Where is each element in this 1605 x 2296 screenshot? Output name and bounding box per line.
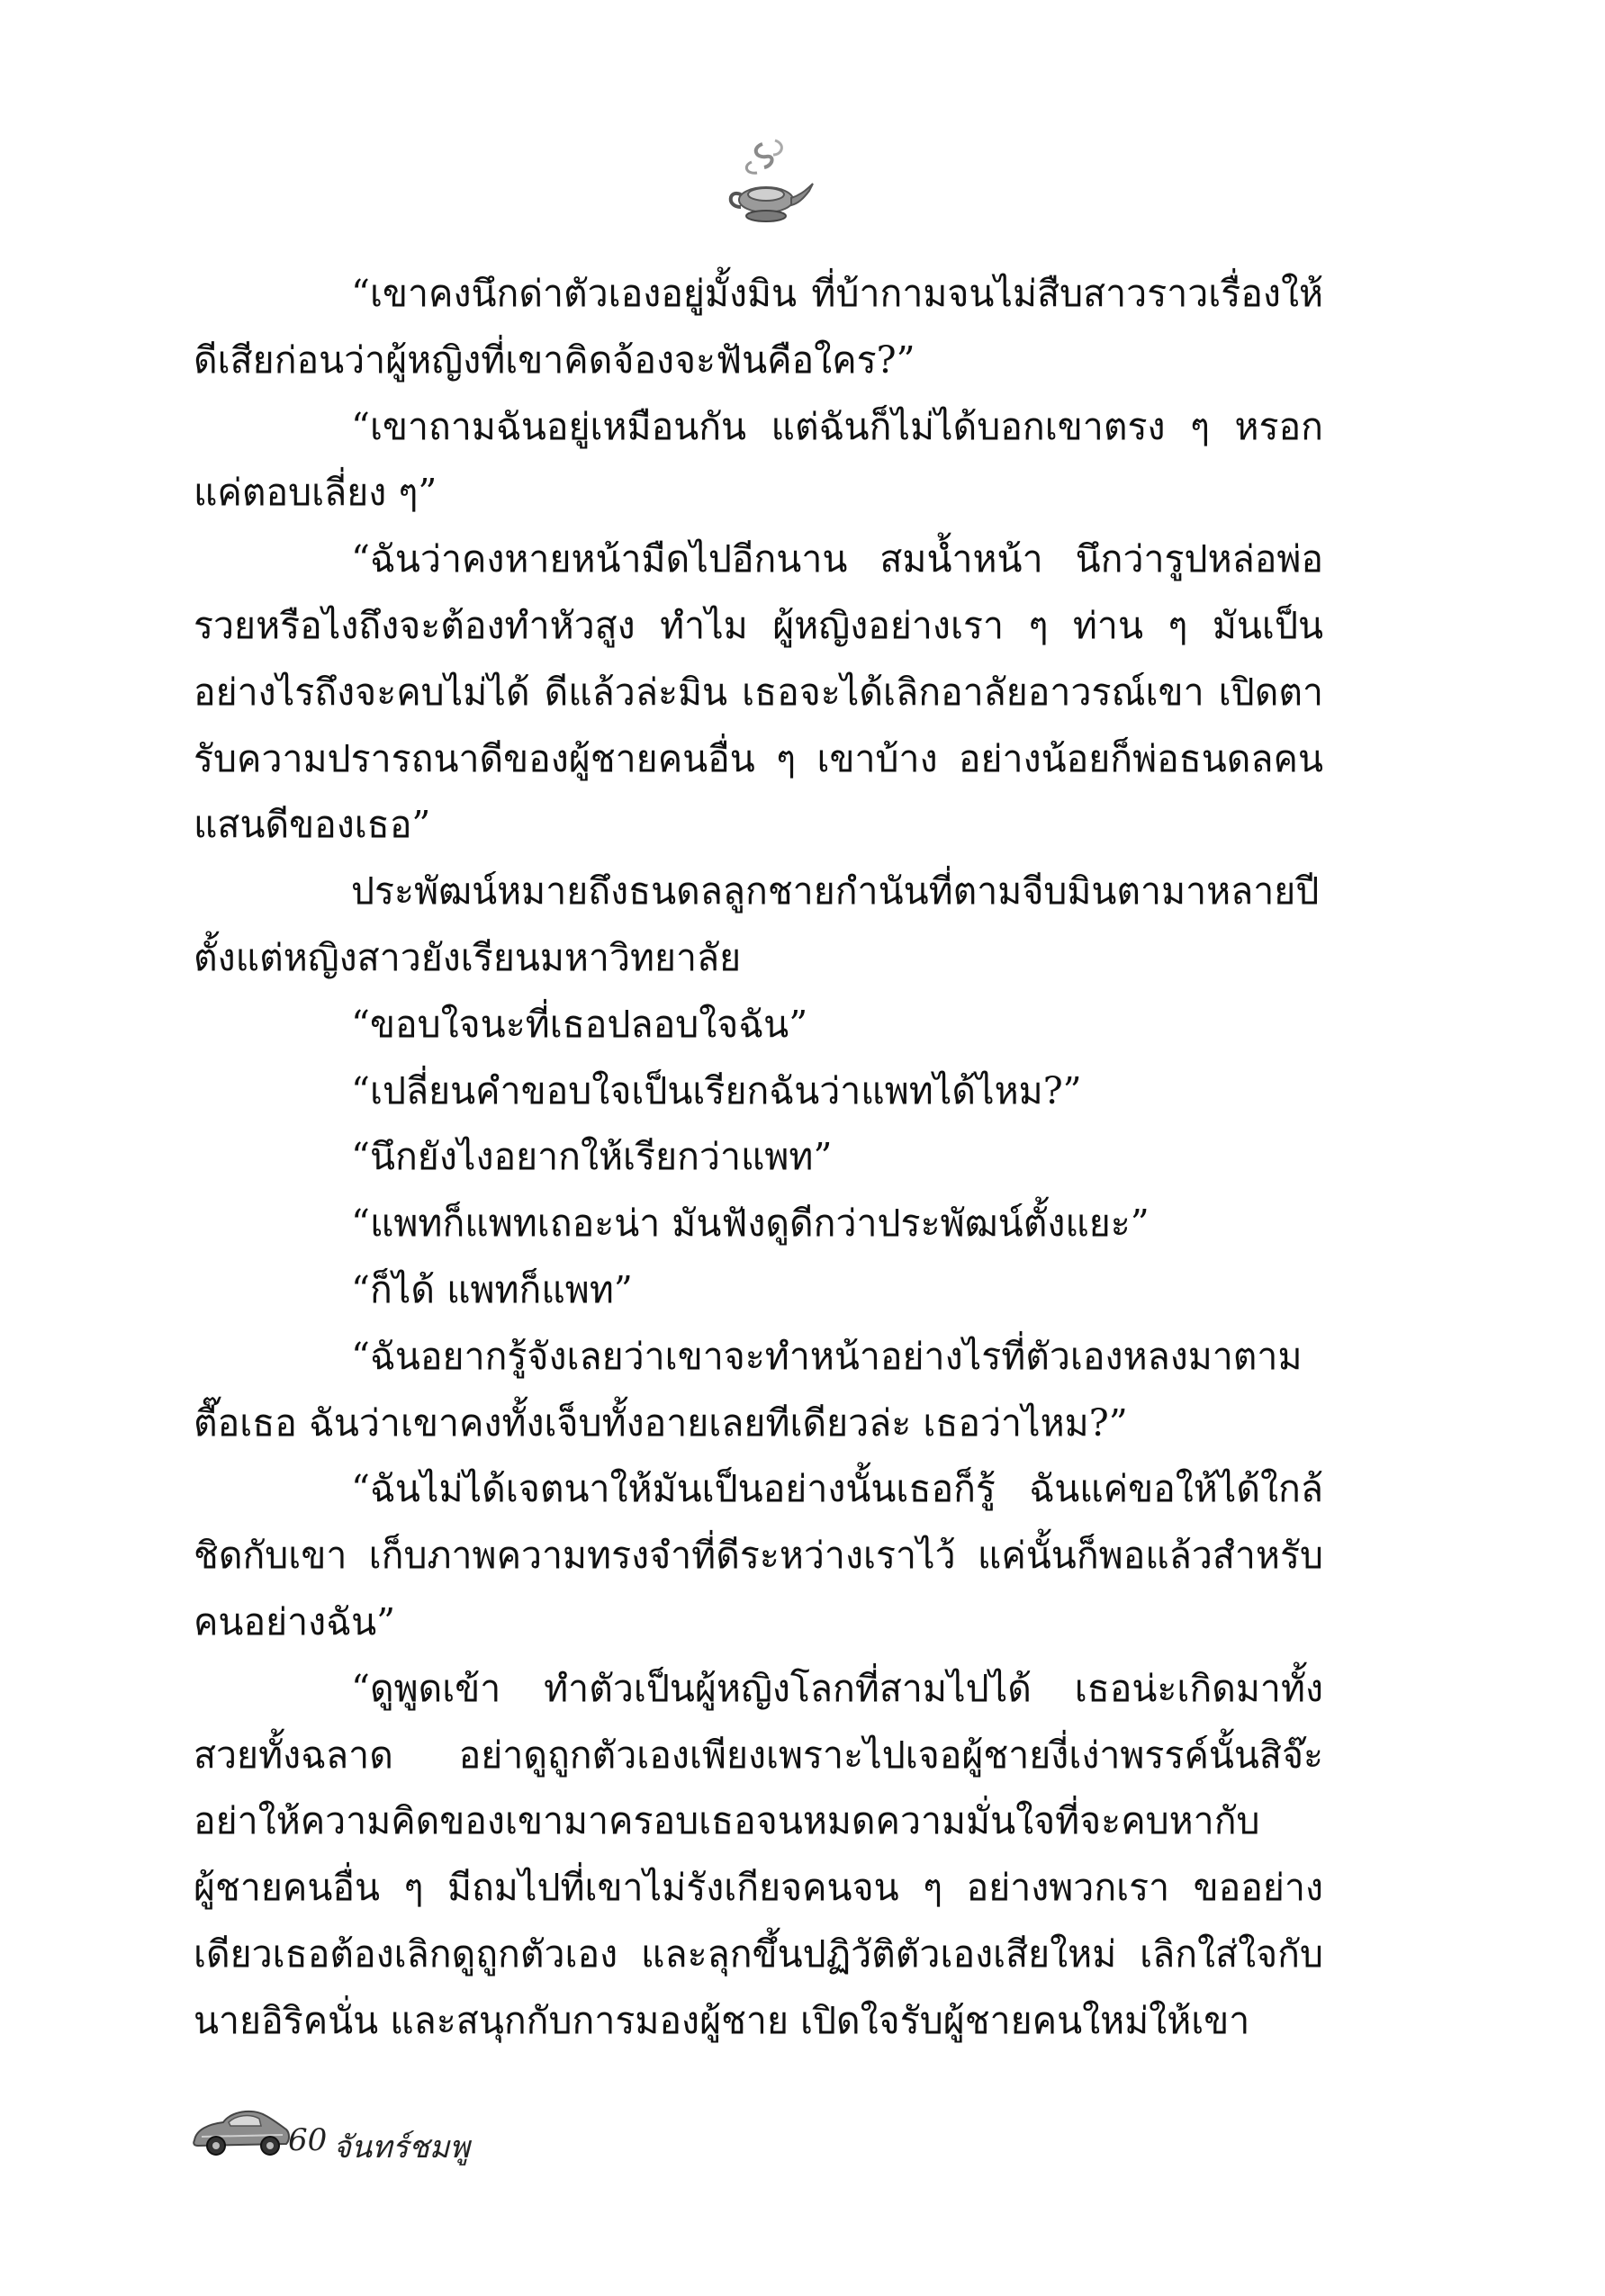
vintage-car-icon (189, 2097, 293, 2162)
paragraph: “ฉันไม่ได้เจตนาให้มันเป็นอย่างนั้นเธอก็รู้ ฉันแค่ขอให้ได้ใกล้ชิดกับเขา เก็บภาพความทรงจำที่ดีระหว่างเราไว้ แค่นั้นก็พอแล้วสำหรับคนอย่างฉัน” (194, 1467, 1323, 1643)
book-title: จันทร์ชมพู (333, 2129, 470, 2165)
paragraph: “ฉันอยากรู้จังเลยว่าเขาจะทำหน้าอย่างไรที่ตัวเองหลงมาตามตื๊อเธอ ฉันว่าเขาคงทั้งเจ็บทั้งอายเลยทีเดียวล่ะ เธอว่าไหม?” (194, 1334, 1303, 1445)
paragraph: “ดูพูดเข้า ทำตัวเป็นผู้หญิงโลกที่สามไปได้ เธอน่ะเกิดมาทั้งสวยทั้งฉลาด อย่าดูถูกตัวเองเพียงเพราะไปเจอผู้ชายงี่เง่าพรรค์นั้นสิจ๊ะ อย่าให้ความคิดของเขามาครอบเธอจนหมดความมั่นใจที่จะคบหากับผู้ชายคนอื่น ๆ มีถมไปที่เขาไม่รังเกียจคนจน ๆ อย่างพวกเรา ขออย่างเดียวเธอต้องเลิกดูถูกตัวเอง และลุกขึ้นปฏิวัติตัวเองเสียใหม่ เลิกใส่ใจกับนายอิริคนั่น และสนุกกับการมองผู้ชาย เปิดใจรับผู้ชายคนใหม่ให้เขา (194, 1666, 1323, 2042)
paragraph: “เขาคงนึกด่าตัวเองอยู่มั้งมิน ที่บ้ากามจนไม่สืบสาวราวเรื่องให้ดีเสียก่อนว่าผู้หญิงที่เขาคิดจ้องจะฟันคือใคร?” (194, 272, 1323, 382)
paragraph: “ก็ได้ แพทก็แพท” (351, 1267, 633, 1311)
paragraph: “แพทก็แพทเถอะน่า มันฟังดูดีกว่าประพัฒน์ตั้งแยะ” (351, 1202, 1150, 1246)
page-number: 60 (288, 2122, 328, 2158)
paragraph: “นึกยังไงอยากให้เรียกว่าแพท” (351, 1135, 833, 1179)
teapot-lamp-ornament-icon (716, 135, 815, 234)
paragraph: “เปลี่ยนคำขอบใจเป็นเรียกฉันว่าแพทได้ไหม?” (351, 1068, 1082, 1112)
paragraph: ประพัฒน์หมายถึงธนดลลูกชายกำนันที่ตามจีบมินตามาหลายปีตั้งแต่หญิงสาวยังเรียนมหาวิทยาลัย (194, 869, 1320, 979)
body-text (194, 261, 1323, 2055)
paragraph: “ขอบใจนะที่เธอปลอบใจฉัน” (351, 1002, 808, 1046)
page-footer (189, 2097, 729, 2169)
paragraph: “ฉันว่าคงหายหน้ามืดไปอีกนาน สมน้ำหน้า นึกว่ารูปหล่อพ่อรวยหรือไงถึงจะต้องทำหัวสูง ทำไม ผู้หญิงอย่างเรา ๆ ท่าน ๆ มันเป็นอย่างไรถึงจะคบไม่ได้ ดีแล้วล่ะมิน เธอจะได้เลิกอาลัยอาวรณ์เขา เปิดตารับความปรารถนาดีของผู้ชายคนอื่น ๆ เขาบ้าง อย่างน้อยก็พ่อธนดลคนแสนดีของเธอ” (194, 537, 1323, 847)
paragraph: “เขาถามฉันอยู่เหมือนกัน แต่ฉันก็ไม่ได้บอกเขาตรง ๆ หรอกแค่ตอบเลี่ยง ๆ” (194, 404, 1323, 515)
